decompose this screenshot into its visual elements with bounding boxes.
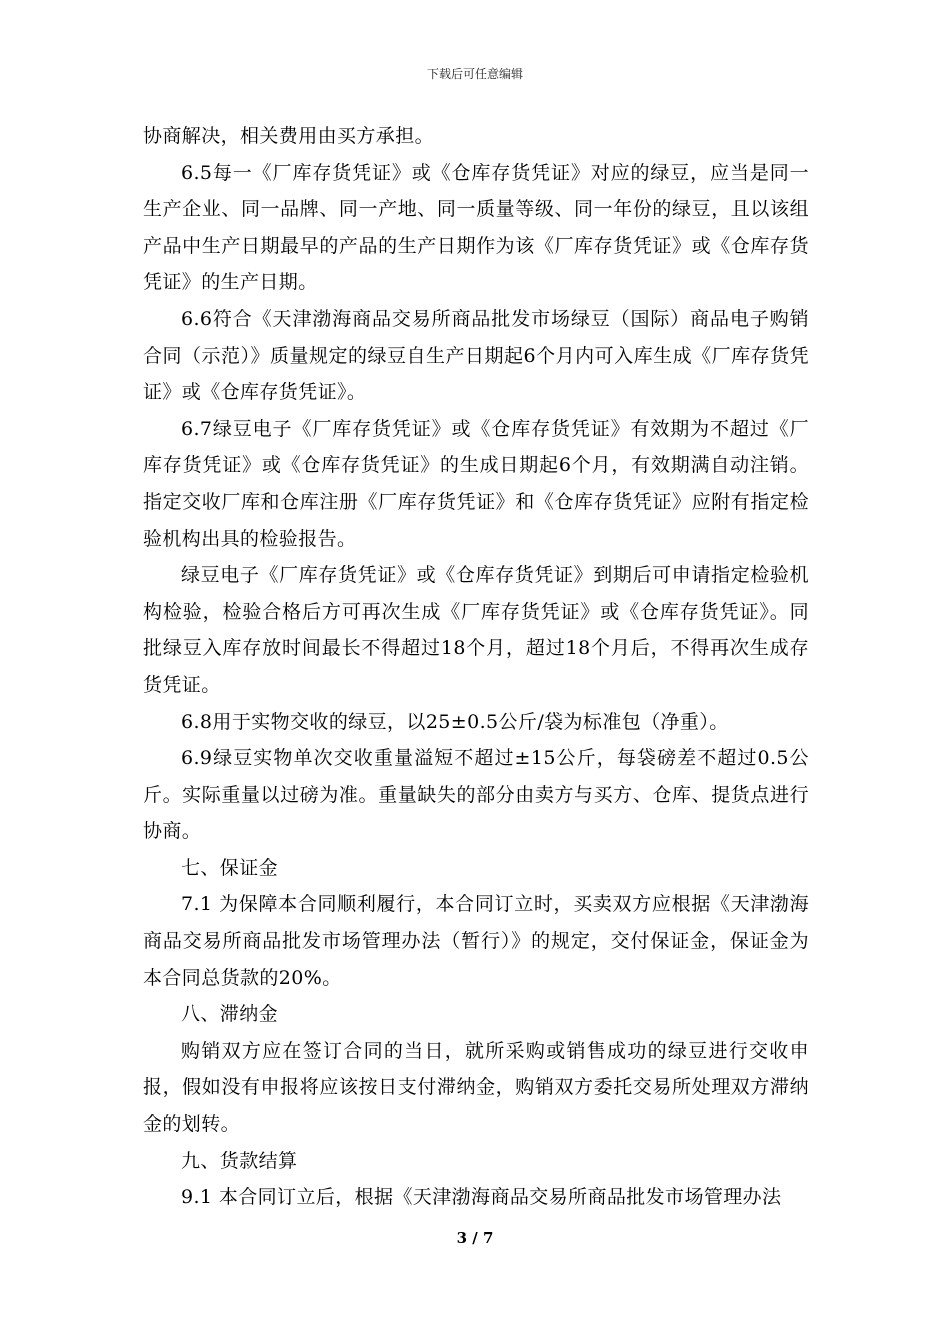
paragraph: 6.5每一《厂库存货凭证》或《仓库存货凭证》对应的绿豆，应当是同一生产企业、同一品牌、同一产地、同一质量等级、同一年份的绿豆，且以该组产品中生产日期最早的产品的生产日期作为该《厂库存货凭证》或《仓库存货凭证》的生产日期。 — [143, 161, 809, 294]
paragraph: 九、货款结算 — [181, 1149, 298, 1172]
paragraph: 6.6符合《天津渤海商品交易所商品批发市场绿豆（国际）商品电子购销合同（示范）》质量规定的绿豆自生产日期起6个月内可入库生成《厂库存货凭证》或《仓库存货凭证》。 — [143, 307, 809, 404]
paragraph: 7.1 为保障本合同顺利履行，本合同订立时，买卖双方应根据《天津渤海商品交易所商品批发市场管理办法（暂行）》的规定，交付保证金，保证金为本合同总货款的20%。 — [143, 893, 809, 989]
paragraph: 购销双方应在签订合同的当日，就所采购或销售成功的绿豆进行交收申报，假如没有申报将应该按日支付滞纳金，购销双方委托交易所处理双方滞纳金的划转。 — [143, 1039, 809, 1136]
paragraph: 绿豆电子《厂库存货凭证》或《仓库存货凭证》到期后可申请指定检验机构检验，检验合格后方可再次生成《厂库存货凭证》或《仓库存货凭证》。同批绿豆入库存放时间最长不得超过18个月，超过18个月后，不得再次生成存货凭证。 — [143, 564, 809, 696]
page-header-note: 下载后可任意编辑 — [426, 67, 523, 81]
paragraph: 协商解决，相关费用由买方承担。 — [143, 125, 435, 147]
paragraph: 八、滞纳金 — [181, 1003, 279, 1026]
page-number: 3 / 7 — [456, 1229, 494, 1247]
paragraph: 七、保证金 — [181, 856, 279, 879]
paragraph: 9.1 本合同订立后，根据《天津渤海商品交易所商品批发市场管理办法 — [181, 1186, 782, 1209]
paragraph: 6.8用于实物交收的绿豆，以25±0.5公斤/袋为标准包（净重）。 — [181, 710, 729, 733]
paragraph: 6.9绿豆实物单次交收重量溢短不超过±15公斤，每袋磅差不超过0.5公斤。实际重量以过磅为准。重量缺失的部分由卖方与买方、仓库、提货点进行协商。 — [143, 747, 809, 843]
paragraph: 6.7绿豆电子《厂库存货凭证》或《仓库存货凭证》有效期为不超过《厂库存货凭证》或《仓库存货凭证》的生成日期起6个月，有效期满自动注销。指定交收厂库和仓库注册《厂库存货凭证》和《仓库存货凭证》应附有指定检验机构出具的检验报告。 — [143, 417, 809, 550]
document-body — [143, 118, 809, 1216]
